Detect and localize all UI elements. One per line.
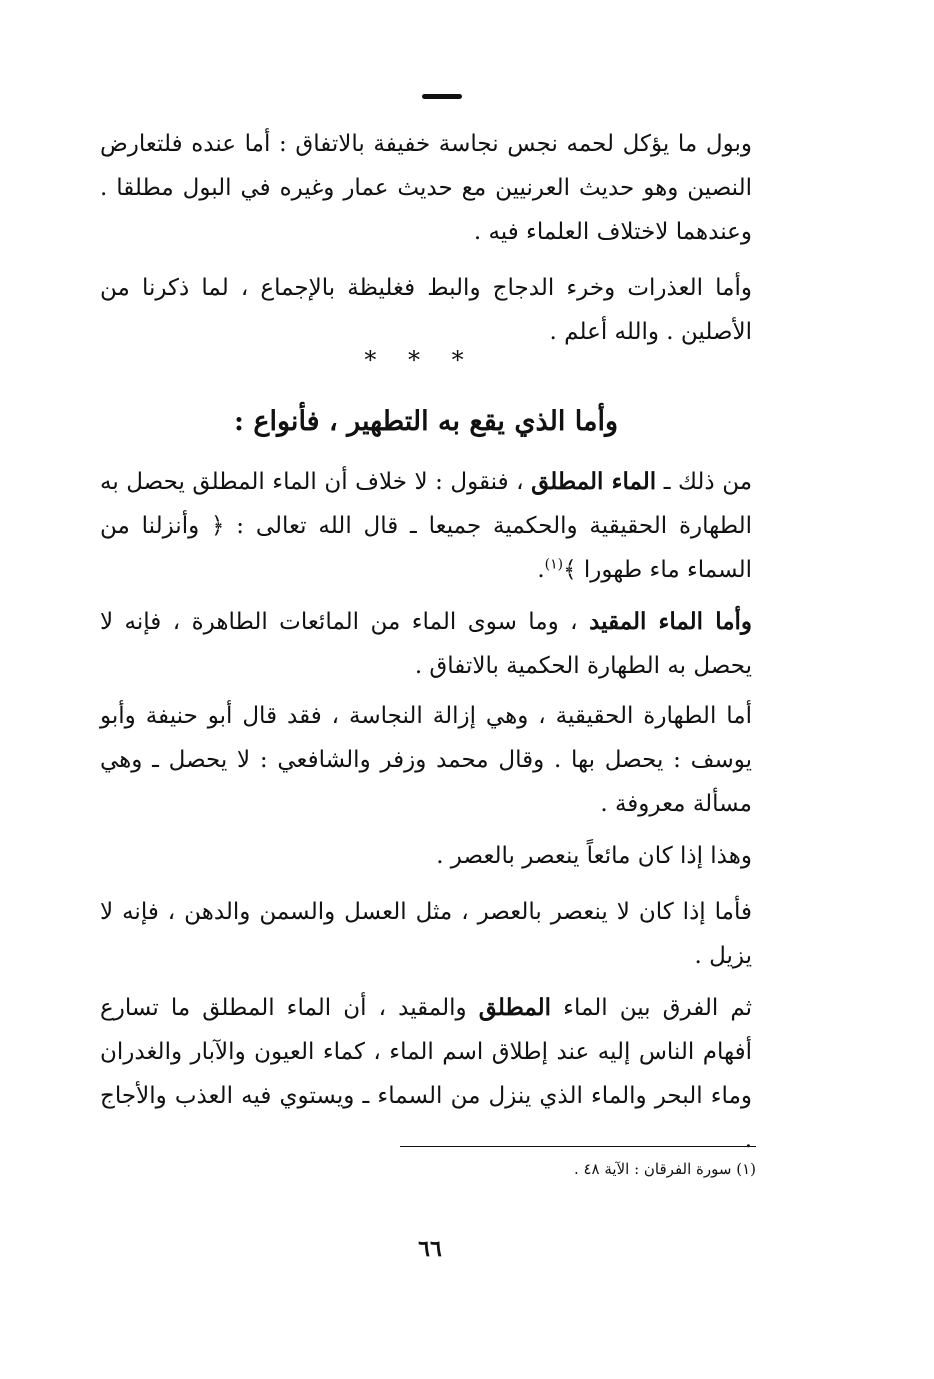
paragraph-squeezable <box>100 834 752 878</box>
paragraph-difference-a: ثم الفرق بين الماء <box>563 995 753 1021</box>
paragraph-body: ، وما سوى الماء من المائعات الطاهرة ، فإنه لا يحصل به الطهارة الحكمية بالاتفاق . <box>100 609 752 679</box>
paragraph-non-squeezable <box>100 890 752 978</box>
paragraph-body: ، فنقول : لا خلاف أن الماء المطلق يحصل به الطهارة الحقيقية والحكمية جميعا ـ قال الله تعالى : ﴿ وأنزلنا من السماء ماء طهورا ﴾ <box>100 469 752 583</box>
paragraph-real-purity-text: أما الطهارة الحقيقية ، وهي إزالة النجاسة ، فقد قال أبو حنيفة وأبو يوسف : يحصل بها . وقال محمد وزفر والشافعي : لا يحصل ـ وهي مسألة معروفة . <box>100 703 752 817</box>
paragraph-absolute-water <box>100 460 752 592</box>
paragraph-squeezable-text: وهذا إذا كان مائعاً ينعصر بالعصر . <box>436 843 752 869</box>
page-number: ٦٦ <box>418 1236 442 1262</box>
paragraph-real-purity <box>100 694 752 826</box>
term-absolute-water: الماء المطلق <box>531 468 657 495</box>
paragraph-urine <box>100 122 752 254</box>
paragraph-end: . <box>537 557 545 583</box>
term-restricted-water: وأما الماء المقيد <box>589 608 753 635</box>
paragraph-non-squeezable-text: فأما إذا كان لا ينعصر بالعصر ، مثل العسل والسمن والدهن ، فإنه لا يزيل . <box>100 899 752 969</box>
top-ornament-dash <box>422 94 462 99</box>
paragraph-lead: من ذلك ـ <box>663 469 753 495</box>
section-heading: وأما الذي يقع به التطهير ، فأنواع : <box>234 406 618 437</box>
paragraph-restricted-water <box>100 600 752 688</box>
footnote-divider <box>400 1146 756 1147</box>
footnote-reference[interactable]: (١) <box>544 556 564 573</box>
paragraph-difference <box>100 986 752 1162</box>
term-absolute: المطلق <box>478 994 552 1021</box>
section-separator: * * * <box>364 346 476 374</box>
footnote: (١) سورة الفرقان : الآية ٤٨ . <box>573 1160 756 1178</box>
paragraph-difference-b: والمقيد ، أن الماء المطلق ما تسارع أفهام الناس إليه عند إطلاق اسم الماء ، كماء العيون والآبار والغدران وماء البحر والماء الذي ينزل من السماء ـ ويستوي فيه العذب والأجاج . <box>100 995 752 1153</box>
paragraph-urine-text: وبول ما يؤكل لحمه نجس نجاسة خفيفة بالاتفاق : أما عنده فلتعارض النصين وهو حديث العرنيين مع حديث عمار وغيره في البول مطلقا . وعندهما لاختلاف العلماء فيه . <box>100 131 752 245</box>
paragraph-excrement <box>100 266 752 354</box>
paragraph-excrement-text: وأما العذرات وخرء الدجاج والبط فغليظة بالإجماع ، لما ذكرنا من الأصلين . والله أعلم . <box>100 275 752 345</box>
